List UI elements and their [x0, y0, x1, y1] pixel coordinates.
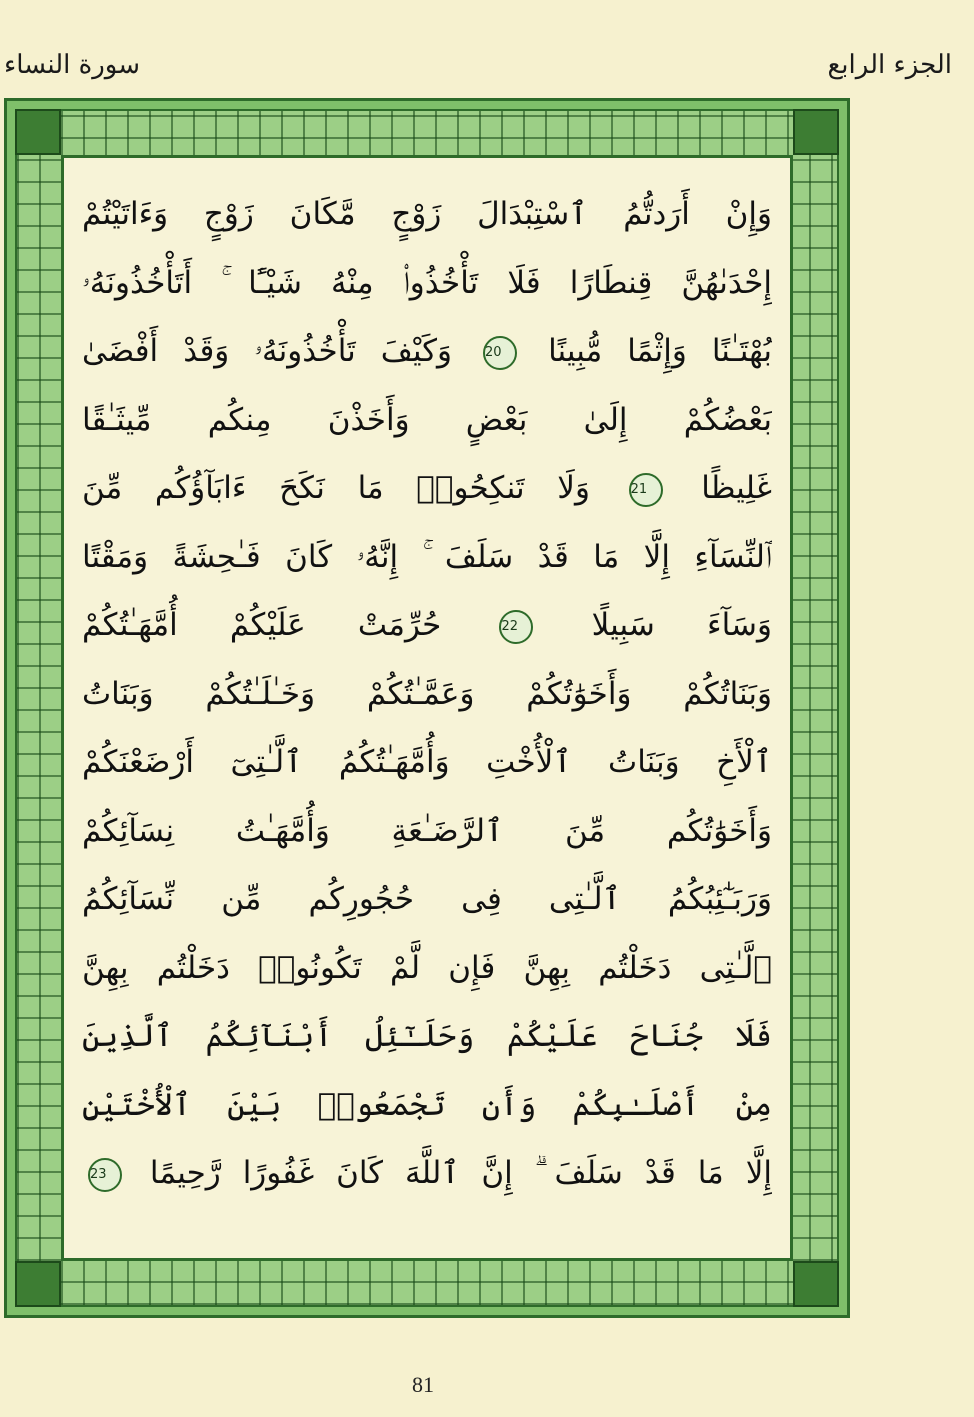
text-panel — [61, 155, 793, 1261]
text-line: ٱلَّـٰتِى دَخَلْتُم بِهِنَّ فَإِن لَّمْ تَكُونُوا۟ دَخَلْتُم بِهِنَّ — [82, 949, 772, 986]
corner-ornament-icon — [15, 1261, 61, 1307]
text-line: غَلِيظًا 21 وَلَا تَنكِحُوا۟ مَا نَكَحَ ءَابَآؤُكُم مِّنَ — [82, 470, 772, 506]
text-line: وَسَآءَ سَبِيلًا 22 حُرِّمَتْ عَلَيْكُمْ أُمَّهَـٰتُكُمْ — [82, 607, 772, 643]
text-line: بُهْتَـٰنًا وَإِثْمًا مُّبِينًا 20 وَكَيْفَ تَأْخُذُونَهُۥ وَقَدْ أَفْضَىٰ — [82, 333, 772, 369]
text-line: فَلَا جُنَاحَ عَلَيْكُمْ وَحَلَـٰٓئِلُ أَبْنَآئِكُمُ ٱلَّذِينَ — [82, 1018, 772, 1054]
page-number: 81 — [412, 1372, 434, 1397]
text-line: ٱلنِّسَآءِ إِلَّا مَا قَدْ سَلَفَ ۚ إِنَّهُۥ كَانَ فَـٰحِشَةً وَمَقْتًا — [82, 538, 772, 575]
text-line: إِلَّا مَا قَدْ سَلَفَ ۗ إِنَّ ٱللَّهَ كَانَ غَفُورًا رَّحِيمًا 23 — [90, 1155, 772, 1191]
page-header — [0, 50, 974, 100]
corner-ornament-icon — [793, 1261, 839, 1307]
verse-text — [82, 180, 772, 1248]
ornamental-frame — [4, 98, 850, 1318]
text-line: وَبَنَاتُكُمْ وَأَخَوَٰتُكُمْ وَعَمَّـٰتُكُمْ وَخَـٰلَـٰتُكُمْ وَبَنَاتُ — [82, 675, 772, 712]
ayah-marker-icon: 21 — [629, 473, 663, 507]
text-line: مِنْ أَصْلَـٰبِكُمْ وَأَن تَجْمَعُوا۟ بَيْنَ ٱلْأُخْتَيْنِ — [82, 1086, 772, 1123]
text-line: ٱلْأَخِ وَبَنَاتُ ٱلْأُخْتِ وَأُمَّهَـٰتُكُمُ ٱلَّـٰتِىٓ أَرْضَعْنَكُمْ — [82, 744, 772, 780]
ayah-marker-icon: 23 — [88, 1158, 122, 1192]
text-line: بَعْضُكُمْ إِلَىٰ بَعْضٍ وَأَخَذْنَ مِنكُم مِّيثَـٰقًا — [82, 401, 772, 438]
text-line: إِحْدَىٰهُنَّ قِنطَارًا فَلَا تَأْخُذُوا۟ مِنْهُ شَيْـًٔا ۚ أَتَأْخُذُونَهُۥ — [82, 264, 772, 301]
juz-title: الجزء الرابع — [827, 50, 952, 80]
text-line: وَأَخَوَٰتُكُم مِّنَ ٱلرَّضَـٰعَةِ وَأُمَّهَـٰتُ نِسَآئِكُمْ — [82, 812, 772, 849]
surah-title: سورة النساء — [4, 50, 140, 80]
ayah-marker-icon: 22 — [499, 610, 533, 644]
ayah-marker-icon: 20 — [483, 336, 517, 370]
text-line: وَإِنْ أَرَدتُّمُ ٱسْتِبْدَالَ زَوْجٍ مَّكَانَ زَوْجٍ وَءَاتَيْتُمْ — [82, 196, 772, 232]
corner-ornament-icon — [793, 109, 839, 155]
corner-ornament-icon — [15, 109, 61, 155]
text-line: وَرَبَـٰٓئِبُكُمُ ٱلَّـٰتِى فِى حُجُورِكُم مِّن نِّسَآئِكُمُ — [82, 881, 772, 917]
